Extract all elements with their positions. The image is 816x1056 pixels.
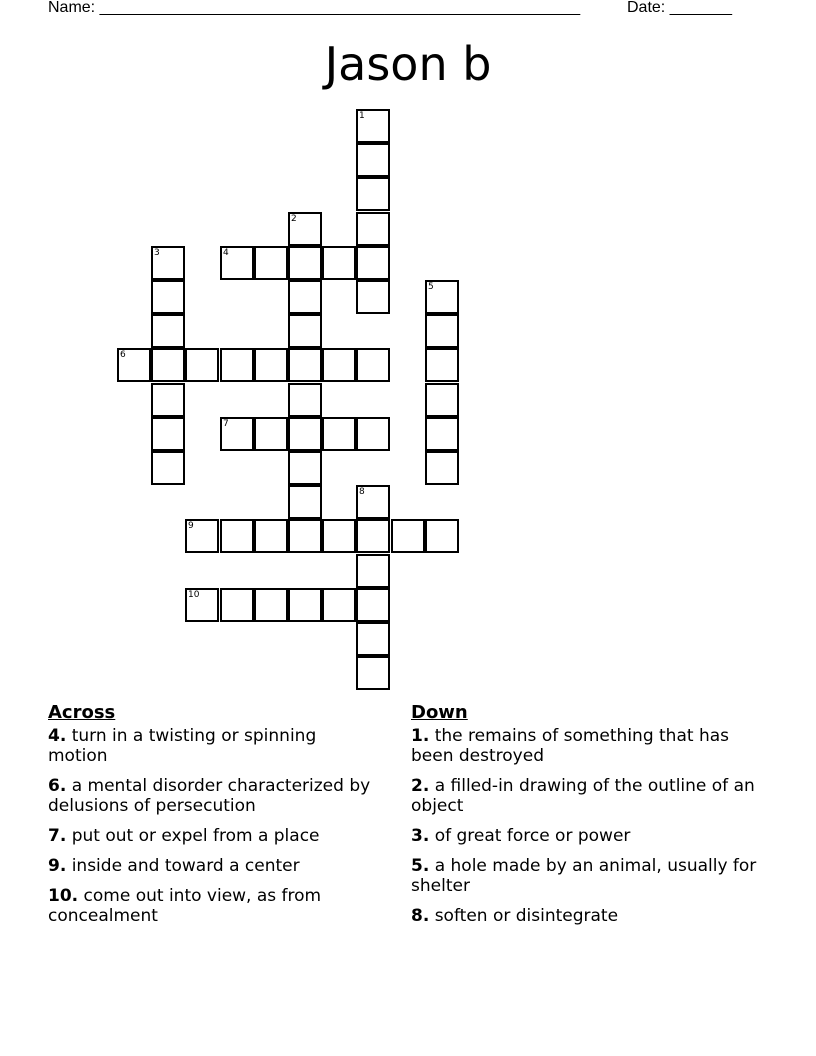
- grid-cell[interactable]: [356, 212, 390, 246]
- cell-number: 2: [291, 214, 297, 224]
- grid-cell[interactable]: [254, 519, 288, 553]
- grid-cell[interactable]: [425, 451, 459, 485]
- down-clue: [411, 906, 761, 926]
- grid-cell[interactable]: [220, 588, 254, 622]
- grid-cell[interactable]: [151, 314, 185, 348]
- grid-cell[interactable]: [220, 519, 254, 553]
- down-heading: Down: [411, 702, 468, 723]
- date-field-label: Date: _______: [627, 0, 732, 16]
- grid-cell[interactable]: [185, 348, 219, 382]
- grid-cell[interactable]: [220, 417, 254, 451]
- grid-cell[interactable]: [322, 348, 356, 382]
- grid-cell[interactable]: [322, 246, 356, 280]
- down-clue: [411, 826, 761, 846]
- cell-number: 8: [359, 487, 365, 497]
- name-field-label: Name: ______________________________________________________: [48, 0, 581, 16]
- grid-cell[interactable]: [288, 485, 322, 519]
- grid-cell[interactable]: [288, 451, 322, 485]
- across-clue: [48, 726, 378, 766]
- down-clues: [411, 702, 761, 936]
- cell-number: 3: [154, 248, 160, 258]
- clue-text: turn in a twisting or spinning motion: [48, 726, 317, 766]
- clue-number: 9.: [48, 856, 67, 876]
- down-clue: [411, 856, 761, 896]
- grid-cell[interactable]: [288, 383, 322, 417]
- grid-cell[interactable]: [288, 212, 322, 246]
- grid-cell[interactable]: [356, 485, 390, 519]
- clue-number: 6.: [48, 776, 67, 796]
- across-clues: [48, 702, 378, 936]
- grid-cell[interactable]: [185, 519, 219, 553]
- grid-cell[interactable]: [425, 417, 459, 451]
- grid-cell[interactable]: [117, 348, 151, 382]
- grid-cell[interactable]: [356, 348, 390, 382]
- grid-cell[interactable]: [356, 656, 390, 690]
- cell-number: 5: [428, 282, 434, 292]
- grid-cell[interactable]: [356, 588, 390, 622]
- across-clue: [48, 776, 378, 816]
- grid-cell[interactable]: [151, 246, 185, 280]
- grid-cell[interactable]: [288, 588, 322, 622]
- grid-cell[interactable]: [151, 417, 185, 451]
- grid-cell[interactable]: [254, 417, 288, 451]
- grid-cell[interactable]: [288, 519, 322, 553]
- grid-cell[interactable]: [356, 622, 390, 656]
- clue-text: a filled-in drawing of the outline of an object: [411, 776, 755, 816]
- down-clue: [411, 726, 761, 766]
- grid-cell[interactable]: [356, 280, 390, 314]
- clue-number: 2.: [411, 776, 430, 796]
- grid-cell[interactable]: [322, 417, 356, 451]
- clue-number: 3.: [411, 826, 430, 846]
- grid-cell[interactable]: [391, 519, 425, 553]
- grid-cell[interactable]: [322, 588, 356, 622]
- grid-cell[interactable]: [356, 417, 390, 451]
- grid-cell[interactable]: [254, 348, 288, 382]
- cell-number: 1: [359, 111, 365, 121]
- grid-cell[interactable]: [425, 314, 459, 348]
- grid-cell[interactable]: [356, 554, 390, 588]
- cell-number: 6: [120, 350, 126, 360]
- across-clue: [48, 886, 378, 926]
- down-clue: [411, 776, 761, 816]
- clue-text: come out into view, as from concealment: [48, 886, 322, 926]
- clue-number: 7.: [48, 826, 67, 846]
- grid-cell[interactable]: [425, 348, 459, 382]
- cell-number: 4: [223, 248, 229, 258]
- cell-number: 9: [188, 521, 194, 531]
- grid-cell[interactable]: [356, 519, 390, 553]
- grid-cell[interactable]: [425, 383, 459, 417]
- clue-number: 10.: [48, 886, 79, 906]
- cell-number: 7: [223, 419, 229, 429]
- clue-text: soften or disintegrate: [434, 906, 619, 926]
- grid-cell[interactable]: [220, 246, 254, 280]
- grid-cell[interactable]: [151, 348, 185, 382]
- cell-number: 10: [188, 590, 200, 600]
- across-heading: Across: [48, 702, 116, 723]
- grid-cell[interactable]: [356, 143, 390, 177]
- clue-text: a hole made by an animal, usually for shelter: [411, 856, 757, 896]
- grid-cell[interactable]: [151, 451, 185, 485]
- grid-cell[interactable]: [425, 280, 459, 314]
- grid-cell[interactable]: [288, 348, 322, 382]
- grid-cell[interactable]: [288, 246, 322, 280]
- grid-cell[interactable]: [356, 246, 390, 280]
- across-clue: [48, 856, 378, 876]
- across-clue: [48, 826, 378, 846]
- page-title: Jason b: [324, 37, 492, 91]
- clue-number: 8.: [411, 906, 430, 926]
- grid-cell[interactable]: [254, 588, 288, 622]
- grid-cell[interactable]: [151, 280, 185, 314]
- grid-cell[interactable]: [356, 177, 390, 211]
- clue-text: put out or expel from a place: [71, 826, 320, 846]
- clue-text: of great force or power: [434, 826, 631, 846]
- grid-cell[interactable]: [288, 314, 322, 348]
- clue-number: 4.: [48, 726, 67, 746]
- clue-text: the remains of something that has been destroyed: [411, 726, 729, 766]
- grid-cell[interactable]: [254, 246, 288, 280]
- grid-cell[interactable]: [425, 519, 459, 553]
- grid-cell[interactable]: [288, 280, 322, 314]
- clue-number: 5.: [411, 856, 430, 876]
- grid-cell[interactable]: [356, 109, 390, 143]
- clue-number: 1.: [411, 726, 430, 746]
- grid-cell[interactable]: [288, 417, 322, 451]
- grid-cell[interactable]: [151, 383, 185, 417]
- grid-cell[interactable]: [220, 348, 254, 382]
- clue-text: inside and toward a center: [71, 856, 300, 876]
- clue-text: a mental disorder characterized by delusions of persecution: [48, 776, 371, 816]
- grid-cell[interactable]: [322, 519, 356, 553]
- grid-cell[interactable]: [185, 588, 219, 622]
